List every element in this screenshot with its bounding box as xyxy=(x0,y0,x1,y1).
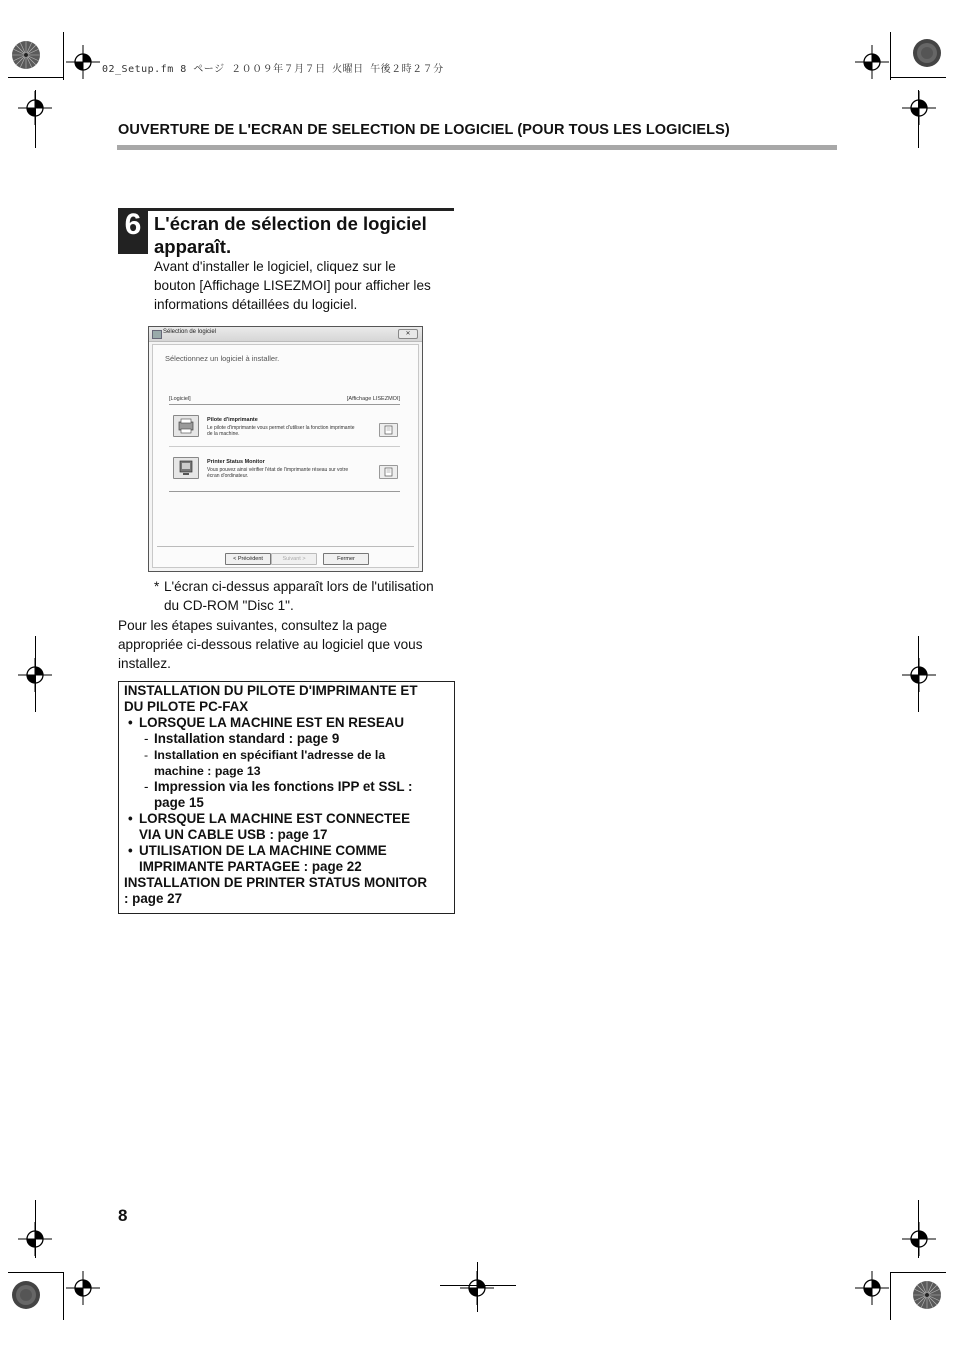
ref-heading: DU PILOTE PC-FAX xyxy=(124,699,249,714)
ref-heading: INSTALLATION DU PILOTE D'IMPRIMANTE ET xyxy=(124,683,418,698)
registration-crosshair-icon xyxy=(18,91,52,125)
readme-button[interactable] xyxy=(379,465,398,479)
instruction-paragraph xyxy=(118,616,453,673)
dash-icon: - xyxy=(144,779,149,794)
registration-target-icon xyxy=(912,1280,942,1310)
ref-link[interactable]: VIA UN CABLE USB : page 17 xyxy=(139,827,328,842)
bullet-icon: • xyxy=(128,715,133,730)
ref-sub-item[interactable] xyxy=(144,731,340,747)
step-body-line: bouton [Affichage LISEZMOI] pour afficher les xyxy=(154,278,431,293)
ref-link[interactable]: INSTALLATION DE PRINTER STATUS MONITOR xyxy=(124,875,428,890)
software-column-label: [Logiciel] xyxy=(169,396,191,402)
software-selection-dialog xyxy=(148,326,423,572)
trim-line xyxy=(8,77,64,78)
step-rule xyxy=(148,208,454,211)
software-item-name: Printer Status Monitor xyxy=(207,459,265,465)
desc-line: de la machine. xyxy=(207,431,240,437)
ref-link[interactable]: LORSQUE LA MACHINE EST CONNECTEE xyxy=(139,811,411,826)
dialog-title: Sélection de logiciel xyxy=(163,329,217,335)
dialog-content xyxy=(152,344,419,568)
software-item-desc xyxy=(207,467,387,479)
readme-button[interactable] xyxy=(379,423,398,437)
list-divider xyxy=(169,491,400,492)
trim-line xyxy=(890,32,891,80)
window-icon xyxy=(152,330,162,339)
monitor-icon[interactable] xyxy=(173,457,199,479)
note-asterisk: * xyxy=(154,579,160,594)
file-info-slug: 02_Setup.fm 8 ページ ２００９年７月７日 火曜日 午後２時２７分 xyxy=(102,64,444,75)
registration-target-icon xyxy=(11,40,41,70)
dialog-titlebar xyxy=(149,327,422,342)
list-divider xyxy=(169,446,400,447)
ref-bullet-text: LORSQUE LA MACHINE EST EN RESEAU xyxy=(139,715,405,730)
desc-line: Le pilote d'imprimante vous permet d'utiliser la fonction imprimante xyxy=(207,425,355,431)
registration-crosshair-icon xyxy=(18,1222,52,1256)
dash-icon: - xyxy=(144,731,149,746)
close-dialog-button[interactable]: Fermer xyxy=(323,553,369,565)
ref-link[interactable]: UTILISATION DE LA MACHINE COMME xyxy=(139,843,387,858)
ref-link[interactable]: : page 27 xyxy=(124,891,183,906)
ref-sub-item[interactable] xyxy=(144,747,386,763)
trim-line xyxy=(890,77,946,78)
trim-line xyxy=(890,1272,946,1273)
paragraph-line: Pour les étapes suivantes, consultez la page xyxy=(118,618,388,633)
printer-icon[interactable] xyxy=(173,415,199,437)
trim-line xyxy=(63,1272,64,1320)
step-number-badge: 6 xyxy=(118,208,148,254)
step-heading-line: apparaît. xyxy=(154,236,232,257)
page-reference-box xyxy=(118,681,455,914)
paragraph-line: installez. xyxy=(118,656,171,671)
desc-line: Vous pouvez ainsi vérifier l'état de l'imprimante réseau sur votre xyxy=(207,467,349,473)
step-heading-line: L'écran de sélection de logiciel xyxy=(154,213,427,234)
registration-crosshair-icon xyxy=(902,1222,936,1256)
trim-line xyxy=(8,1272,64,1273)
bullet-icon: • xyxy=(128,811,133,826)
ref-bullet[interactable] xyxy=(128,811,411,827)
step-body xyxy=(154,257,454,314)
step-heading xyxy=(154,212,454,258)
note-line: du CD-ROM "Disc 1". xyxy=(164,598,294,613)
software-item-name: Pilote d'imprimante xyxy=(207,417,258,423)
ref-link[interactable]: page 15 xyxy=(154,795,204,810)
registration-crosshair-icon xyxy=(18,658,52,692)
readme-column-label: [Affichage LISEZMOI] xyxy=(346,396,400,402)
ref-bullet xyxy=(128,715,405,731)
registration-crosshair-icon xyxy=(855,1271,889,1305)
close-button[interactable]: ✕ xyxy=(398,329,418,339)
desc-line: écran d'ordinateur. xyxy=(207,473,249,479)
button-area-divider xyxy=(157,546,414,547)
registration-crosshair-icon xyxy=(460,1271,494,1305)
ref-link[interactable]: Installation en spécifiant l'adresse de la xyxy=(154,748,386,762)
registration-crosshair-icon xyxy=(902,91,936,125)
ref-bullet[interactable] xyxy=(128,843,387,859)
section-divider xyxy=(117,145,837,150)
back-button[interactable]: < Précédent xyxy=(225,553,271,565)
dialog-prompt: Sélectionnez un logiciel à installer. xyxy=(165,354,280,363)
ref-link[interactable]: Installation standard : page 9 xyxy=(154,731,340,746)
note-line: L'écran ci-dessus apparaît lors de l'utilisation xyxy=(164,579,434,594)
registration-target-icon xyxy=(11,1280,41,1310)
screenshot-note xyxy=(154,577,454,615)
ref-sub-item[interactable] xyxy=(144,779,413,795)
bullet-icon: • xyxy=(128,843,133,858)
section-title: OUVERTURE DE L'ECRAN DE SELECTION DE LOGICIEL (POUR TOUS LES LOGICIELS) xyxy=(118,122,730,138)
step-body-line: Avant d'installer le logiciel, cliquez sur le xyxy=(154,259,396,274)
trim-line xyxy=(63,32,64,80)
next-button[interactable]: Suivant > xyxy=(271,553,317,565)
trim-line xyxy=(890,1272,891,1320)
ref-link[interactable]: Impression via les fonctions IPP et SSL : xyxy=(154,779,413,794)
step-body-line: informations détaillées du logiciel. xyxy=(154,297,358,312)
ref-link[interactable]: IMPRIMANTE PARTAGEE : page 22 xyxy=(139,859,362,874)
ref-link[interactable]: machine : page 13 xyxy=(154,764,261,778)
registration-crosshair-icon xyxy=(902,658,936,692)
list-divider xyxy=(169,404,400,405)
page-number: 8 xyxy=(118,1206,128,1225)
registration-crosshair-icon xyxy=(66,1271,100,1305)
dash-icon: - xyxy=(144,748,149,762)
registration-target-icon xyxy=(912,38,942,68)
software-item-desc xyxy=(207,425,387,437)
registration-crosshair-icon xyxy=(66,45,100,79)
registration-crosshair-icon xyxy=(855,45,889,79)
paragraph-line: appropriée ci-dessous relative au logiciel que vous xyxy=(118,637,423,652)
